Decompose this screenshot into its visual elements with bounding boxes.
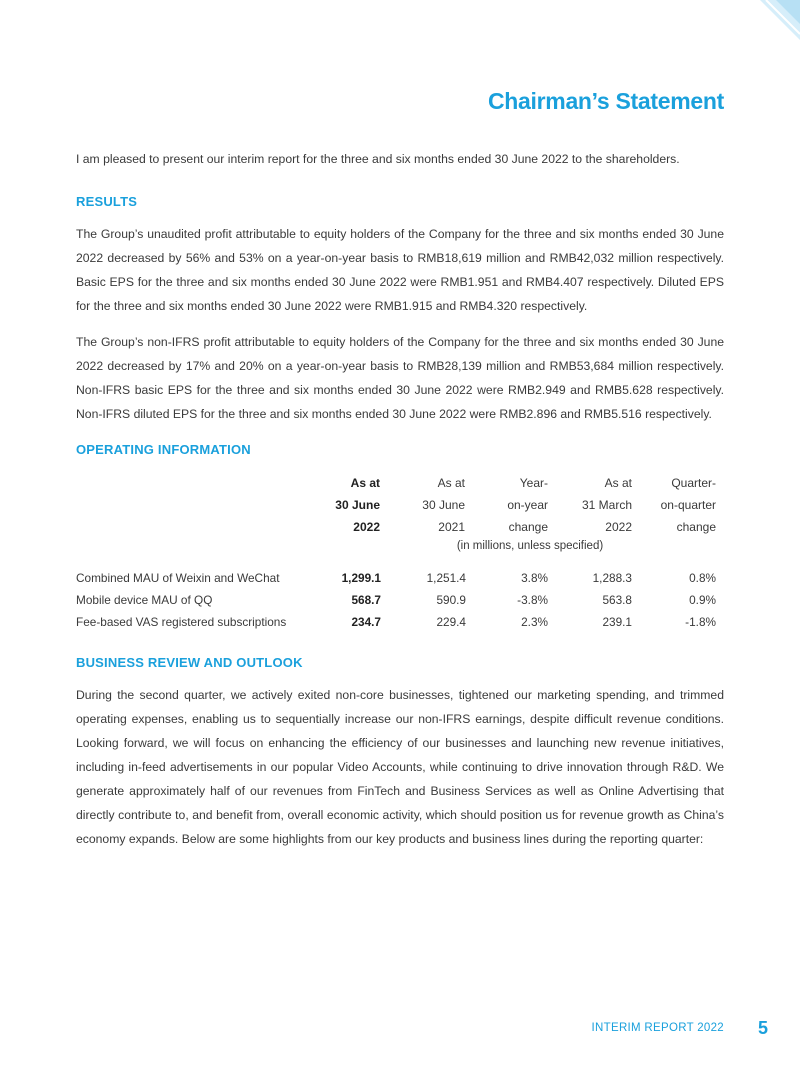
cell-jun-2022: 568.7 (351, 593, 381, 607)
business-review-heading: BUSINESS REVIEW AND OUTLOOK (76, 655, 303, 670)
column-header-line: change (508, 520, 548, 534)
column-header-line: 31 March (581, 498, 632, 512)
column-header-line: on-year (507, 498, 548, 512)
column-header-line: 2022 (605, 520, 632, 534)
results-paragraph-2: The Group’s non-IFRS profit attributable to equity holders of the Company for the three and six months ended 30 June 2022 decreased by 17% and 20% on a year-on-year basis to RMB28,139 million and RMB53,684 million respectively. Non-IFRS basic EPS for the three and six months ended 30 June 2022 were RMB2.949 and RMB5.628 respectively. Non-IFRS diluted EPS for the three and six months ended 30 June 2022 were RMB2.896 and RMB5.516 respectively. (76, 335, 724, 421)
cell-qoq: 0.8% (689, 571, 716, 585)
intro-paragraph: I am pleased to present our interim report for the three and six months ended 30 June 2022 to the shareholders. (76, 152, 680, 166)
column-header-jun-2022 (300, 472, 380, 538)
column-header-line: change (676, 520, 716, 534)
cell-mar-2022: 563.8 (602, 593, 632, 607)
unit-note: (in millions, unless specified) (456, 540, 604, 552)
column-header-line: Quarter- (671, 476, 716, 490)
cell-jun-2022: 1,299.1 (341, 571, 381, 585)
cell-jun-2021: 229.4 (436, 615, 466, 629)
row-label: Mobile device MAU of QQ (76, 593, 213, 607)
column-header-line: As at (350, 476, 380, 490)
column-header-line: 30 June (422, 498, 465, 512)
cell-yoy: 3.8% (521, 571, 548, 585)
cell-jun-2021: 590.9 (436, 593, 466, 607)
cell-jun-2022: 234.7 (351, 615, 381, 629)
column-header-line: 2022 (353, 520, 380, 534)
column-header-qoq-change (636, 472, 716, 538)
cell-yoy: -3.8% (517, 593, 548, 607)
cell-jun-2021: 1,251.4 (426, 571, 466, 585)
footer-report-label: INTERIM REPORT 2022 (591, 1022, 724, 1034)
cell-qoq: 0.9% (689, 593, 716, 607)
table-row (76, 593, 724, 613)
row-label: Fee-based VAS registered subscriptions (76, 615, 287, 629)
cell-mar-2022: 1,288.3 (592, 571, 632, 585)
cell-yoy: 2.3% (521, 615, 548, 629)
cell-mar-2022: 239.1 (602, 615, 632, 629)
row-label: Combined MAU of Weixin and WeChat (76, 571, 280, 585)
column-header-line: As at (437, 476, 465, 490)
table-row (76, 615, 724, 635)
business-review-paragraph: During the second quarter, we actively exited non-core businesses, tightened our marketing spending, and trimmed operating expenses, enabling us to sequentially increase our non-IFRS earnings, despite difficult revenue conditions. Looking forward, we will focus on enhancing the efficiency of our businesses and launching new revenue initiatives, including in-feed advertisements in our popular Video Accounts, while continuing to drive innovation through R&D. We generate approximately half of our revenues from FinTech and Business Services as well as Online Advertising that directly contribute to, and benefit from, overall economic activity, which should position us for revenue growth as China’s economy expands. Below are some highlights from our key products and business lines during the reporting quarter: (76, 688, 724, 846)
results-heading: RESULTS (76, 194, 138, 209)
column-header-line: 30 June (335, 498, 380, 512)
column-header-line: on-quarter (660, 498, 716, 512)
column-header-line: As at (604, 476, 632, 490)
results-paragraph-1: The Group’s unaudited profit attributable to equity holders of the Company for the three and six months ended 30 June 2022 decreased by 56% and 53% on a year-on-year basis to RMB18,619 million and RMB42,032 million respectively. Basic EPS for the three and six months ended 30 June 2022 were RMB1.951 and RMB4.407 respectively. Diluted EPS for the three and six months ended 30 June 2022 were RMB1.915 and RMB4.320 respectively. (76, 227, 724, 313)
operating-heading: OPERATING INFORMATION (76, 442, 251, 457)
column-header-mar-2022 (552, 472, 632, 538)
page-title: Chairman’s Statement (488, 88, 724, 114)
cell-qoq: -1.8% (685, 615, 716, 629)
column-header-line: 2021 (438, 520, 465, 534)
column-header-line: Year- (519, 476, 548, 490)
column-header-jun-2021 (385, 472, 465, 538)
table-row (76, 571, 724, 591)
column-header-yoy-change (470, 472, 548, 538)
page-number: 5 (757, 1018, 768, 1038)
corner-decoration-icon (740, 0, 800, 60)
